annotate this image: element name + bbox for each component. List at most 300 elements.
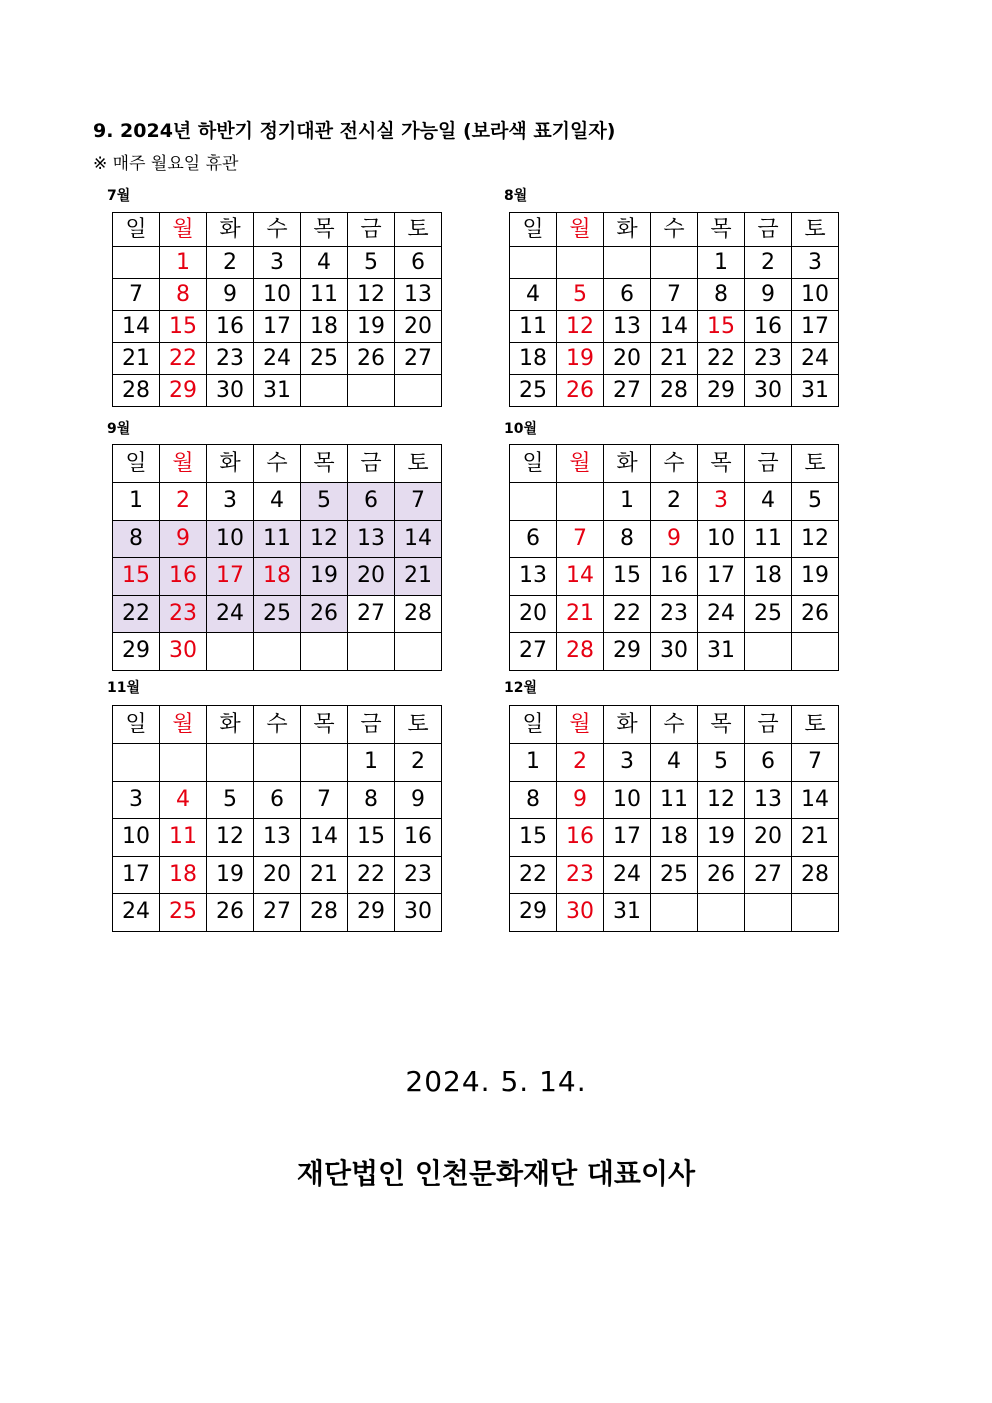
day-cell: 25 [510, 375, 557, 407]
day-cell: 25 [160, 894, 207, 932]
empty-cell [207, 744, 254, 782]
day-cell: 28 [113, 375, 160, 407]
day-cell: 22 [113, 595, 160, 633]
day-cell: 25 [301, 343, 348, 375]
weekday-header: 금 [348, 706, 395, 744]
week-row [510, 781, 839, 819]
weekday-header: 금 [348, 213, 395, 247]
day-cell: 26 [557, 375, 604, 407]
day-cell: 9 [160, 520, 207, 558]
weekday-header: 수 [651, 445, 698, 483]
day-cell: 17 [207, 558, 254, 596]
day-cell: 4 [510, 279, 557, 311]
day-cell: 18 [160, 856, 207, 894]
day-cell: 3 [604, 744, 651, 782]
day-cell: 16 [207, 311, 254, 343]
month-label: 12월 [504, 680, 538, 696]
day-cell: 23 [395, 856, 442, 894]
day-cell: 21 [651, 343, 698, 375]
day-cell: 15 [348, 819, 395, 857]
day-cell: 4 [160, 781, 207, 819]
month-label: 11월 [107, 680, 141, 696]
week-row [510, 819, 839, 857]
day-cell: 1 [160, 247, 207, 279]
empty-cell [604, 247, 651, 279]
weekday-header: 수 [254, 213, 301, 247]
weekday-header: 일 [510, 445, 557, 483]
day-cell: 24 [792, 343, 839, 375]
weekday-header: 화 [207, 445, 254, 483]
empty-cell [395, 375, 442, 407]
empty-cell [348, 633, 395, 671]
day-cell: 20 [254, 856, 301, 894]
weekday-header: 금 [348, 445, 395, 483]
day-cell: 15 [604, 558, 651, 596]
day-cell: 27 [395, 343, 442, 375]
signer-name: 재단법인 인천문화재단 대표이사 [296, 1157, 696, 1190]
day-cell: 5 [792, 483, 839, 521]
weekday-header: 화 [207, 706, 254, 744]
weekday-header: 월 [160, 445, 207, 483]
weekday-header: 토 [792, 706, 839, 744]
day-cell: 9 [745, 279, 792, 311]
day-cell: 8 [160, 279, 207, 311]
day-cell: 8 [698, 279, 745, 311]
day-cell: 28 [792, 856, 839, 894]
day-cell: 14 [301, 819, 348, 857]
day-cell: 18 [301, 311, 348, 343]
day-cell: 7 [792, 744, 839, 782]
day-cell: 14 [113, 311, 160, 343]
month-calendar [112, 444, 442, 671]
day-cell: 20 [510, 595, 557, 633]
weekday-header: 토 [395, 706, 442, 744]
day-cell: 27 [348, 595, 395, 633]
day-cell: 19 [301, 558, 348, 596]
day-cell: 17 [792, 311, 839, 343]
day-cell: 11 [160, 819, 207, 857]
day-cell: 10 [113, 819, 160, 857]
day-cell: 15 [113, 558, 160, 596]
day-cell: 24 [113, 894, 160, 932]
day-cell: 30 [395, 894, 442, 932]
day-cell: 7 [113, 279, 160, 311]
day-cell: 18 [651, 819, 698, 857]
day-cell: 27 [745, 856, 792, 894]
day-cell: 7 [395, 483, 442, 521]
day-cell: 20 [604, 343, 651, 375]
day-cell: 22 [698, 343, 745, 375]
empty-cell [792, 894, 839, 932]
day-cell: 29 [348, 894, 395, 932]
day-cell: 28 [557, 633, 604, 671]
day-cell: 6 [348, 483, 395, 521]
weekday-header: 토 [395, 213, 442, 247]
day-cell: 26 [301, 595, 348, 633]
empty-cell [745, 894, 792, 932]
day-cell: 29 [604, 633, 651, 671]
empty-cell [207, 633, 254, 671]
day-cell: 26 [698, 856, 745, 894]
week-row [510, 375, 839, 407]
day-cell: 5 [698, 744, 745, 782]
day-cell: 6 [254, 781, 301, 819]
empty-cell [395, 633, 442, 671]
day-cell: 5 [207, 781, 254, 819]
day-cell: 30 [745, 375, 792, 407]
empty-cell [254, 744, 301, 782]
weekday-header: 목 [301, 706, 348, 744]
day-cell: 29 [113, 633, 160, 671]
day-cell: 31 [792, 375, 839, 407]
day-cell: 24 [698, 595, 745, 633]
empty-cell [557, 247, 604, 279]
week-row [510, 894, 839, 932]
month-label: 9월 [107, 421, 131, 437]
empty-cell [792, 633, 839, 671]
day-cell: 4 [254, 483, 301, 521]
empty-cell [698, 894, 745, 932]
day-cell: 19 [348, 311, 395, 343]
day-cell: 11 [254, 520, 301, 558]
day-cell: 9 [395, 781, 442, 819]
weekday-header: 화 [604, 706, 651, 744]
empty-cell [301, 633, 348, 671]
empty-cell [113, 247, 160, 279]
day-cell: 12 [792, 520, 839, 558]
week-row [510, 633, 839, 671]
week-row [113, 279, 442, 311]
weekday-header-row [510, 213, 839, 247]
day-cell: 9 [207, 279, 254, 311]
day-cell: 8 [604, 520, 651, 558]
day-cell: 21 [792, 819, 839, 857]
weekday-header-row [113, 445, 442, 483]
empty-cell [745, 633, 792, 671]
day-cell: 16 [395, 819, 442, 857]
week-row [510, 595, 839, 633]
weekday-header: 목 [698, 706, 745, 744]
day-cell: 9 [651, 520, 698, 558]
week-row [113, 894, 442, 932]
month-calendar [112, 705, 442, 932]
day-cell: 20 [395, 311, 442, 343]
empty-cell [113, 744, 160, 782]
day-cell: 22 [348, 856, 395, 894]
day-cell: 29 [510, 894, 557, 932]
day-cell: 11 [301, 279, 348, 311]
day-cell: 27 [604, 375, 651, 407]
day-cell: 3 [698, 483, 745, 521]
day-cell: 18 [254, 558, 301, 596]
day-cell: 5 [301, 483, 348, 521]
weekday-header: 금 [745, 213, 792, 247]
week-row [510, 311, 839, 343]
day-cell: 6 [604, 279, 651, 311]
weekday-header: 일 [113, 213, 160, 247]
day-cell: 23 [651, 595, 698, 633]
empty-cell [301, 375, 348, 407]
week-row [113, 311, 442, 343]
week-row [510, 558, 839, 596]
weekday-header: 화 [207, 213, 254, 247]
empty-cell [651, 894, 698, 932]
day-cell: 3 [207, 483, 254, 521]
day-cell: 11 [745, 520, 792, 558]
week-row [113, 483, 442, 521]
weekday-header: 금 [745, 445, 792, 483]
weekday-header: 수 [651, 706, 698, 744]
day-cell: 24 [604, 856, 651, 894]
weekday-header: 금 [745, 706, 792, 744]
day-cell: 17 [113, 856, 160, 894]
weekday-header: 월 [160, 706, 207, 744]
day-cell: 2 [207, 247, 254, 279]
day-cell: 31 [698, 633, 745, 671]
empty-cell [301, 744, 348, 782]
day-cell: 14 [792, 781, 839, 819]
week-row [113, 856, 442, 894]
empty-cell [557, 483, 604, 521]
day-cell: 1 [510, 744, 557, 782]
day-cell: 2 [745, 247, 792, 279]
day-cell: 13 [745, 781, 792, 819]
week-row [510, 279, 839, 311]
day-cell: 10 [792, 279, 839, 311]
month-calendar [509, 444, 839, 671]
week-row [510, 483, 839, 521]
day-cell: 7 [301, 781, 348, 819]
day-cell: 13 [254, 819, 301, 857]
month-label: 7월 [107, 188, 131, 204]
week-row [510, 856, 839, 894]
day-cell: 16 [557, 819, 604, 857]
day-cell: 26 [348, 343, 395, 375]
day-cell: 21 [557, 595, 604, 633]
day-cell: 17 [254, 311, 301, 343]
day-cell: 25 [651, 856, 698, 894]
weekday-header: 화 [604, 213, 651, 247]
day-cell: 4 [651, 744, 698, 782]
day-cell: 28 [651, 375, 698, 407]
day-cell: 1 [113, 483, 160, 521]
weekday-header: 월 [557, 706, 604, 744]
weekday-header: 목 [698, 445, 745, 483]
day-cell: 3 [254, 247, 301, 279]
weekday-header-row [113, 213, 442, 247]
day-cell: 1 [698, 247, 745, 279]
day-cell: 1 [348, 744, 395, 782]
day-cell: 8 [113, 520, 160, 558]
closure-note: ※ 매주 월요일 휴관 [93, 154, 239, 174]
month-calendar [509, 212, 839, 407]
day-cell: 23 [207, 343, 254, 375]
week-row [113, 520, 442, 558]
day-cell: 19 [207, 856, 254, 894]
day-cell: 23 [557, 856, 604, 894]
day-cell: 19 [792, 558, 839, 596]
weekday-header: 수 [254, 706, 301, 744]
day-cell: 4 [301, 247, 348, 279]
weekday-header-row [510, 445, 839, 483]
day-cell: 18 [510, 343, 557, 375]
day-cell: 12 [557, 311, 604, 343]
week-row [113, 744, 442, 782]
day-cell: 27 [510, 633, 557, 671]
day-cell: 16 [651, 558, 698, 596]
day-cell: 28 [301, 894, 348, 932]
day-cell: 30 [160, 633, 207, 671]
day-cell: 3 [792, 247, 839, 279]
day-cell: 13 [348, 520, 395, 558]
day-cell: 23 [745, 343, 792, 375]
day-cell: 14 [651, 311, 698, 343]
day-cell: 19 [698, 819, 745, 857]
week-row [113, 819, 442, 857]
day-cell: 10 [604, 781, 651, 819]
day-cell: 21 [113, 343, 160, 375]
day-cell: 15 [510, 819, 557, 857]
day-cell: 24 [254, 343, 301, 375]
day-cell: 30 [557, 894, 604, 932]
day-cell: 5 [348, 247, 395, 279]
day-cell: 10 [207, 520, 254, 558]
weekday-header: 토 [792, 213, 839, 247]
day-cell: 22 [510, 856, 557, 894]
day-cell: 30 [651, 633, 698, 671]
weekday-header: 목 [301, 445, 348, 483]
weekday-header: 수 [254, 445, 301, 483]
day-cell: 12 [698, 781, 745, 819]
week-row [510, 343, 839, 375]
empty-cell [348, 375, 395, 407]
day-cell: 13 [604, 311, 651, 343]
day-cell: 19 [557, 343, 604, 375]
day-cell: 20 [745, 819, 792, 857]
day-cell: 4 [745, 483, 792, 521]
month-calendar [112, 212, 442, 407]
week-row [113, 595, 442, 633]
month-calendar [509, 705, 839, 932]
day-cell: 13 [510, 558, 557, 596]
week-row [113, 247, 442, 279]
weekday-header: 일 [113, 445, 160, 483]
day-cell: 16 [160, 558, 207, 596]
day-cell: 16 [745, 311, 792, 343]
day-cell: 8 [348, 781, 395, 819]
day-cell: 22 [604, 595, 651, 633]
day-cell: 17 [604, 819, 651, 857]
day-cell: 14 [395, 520, 442, 558]
day-cell: 23 [160, 595, 207, 633]
day-cell: 7 [557, 520, 604, 558]
document-date: 2024. 5. 14. [405, 1065, 587, 1098]
day-cell: 2 [557, 744, 604, 782]
day-cell: 17 [698, 558, 745, 596]
day-cell: 15 [698, 311, 745, 343]
weekday-header: 화 [604, 445, 651, 483]
weekday-header-row [510, 706, 839, 744]
weekday-header: 토 [792, 445, 839, 483]
day-cell: 18 [745, 558, 792, 596]
day-cell: 7 [651, 279, 698, 311]
day-cell: 21 [301, 856, 348, 894]
day-cell: 5 [557, 279, 604, 311]
day-cell: 6 [510, 520, 557, 558]
day-cell: 20 [348, 558, 395, 596]
week-row [113, 375, 442, 407]
month-label: 10월 [504, 421, 538, 437]
day-cell: 8 [510, 781, 557, 819]
day-cell: 30 [207, 375, 254, 407]
day-cell: 10 [254, 279, 301, 311]
day-cell: 11 [510, 311, 557, 343]
day-cell: 13 [395, 279, 442, 311]
weekday-header: 월 [557, 213, 604, 247]
weekday-header: 목 [698, 213, 745, 247]
day-cell: 15 [160, 311, 207, 343]
weekday-header: 월 [160, 213, 207, 247]
day-cell: 2 [651, 483, 698, 521]
day-cell: 25 [254, 595, 301, 633]
empty-cell [651, 247, 698, 279]
weekday-header: 일 [510, 706, 557, 744]
day-cell: 24 [207, 595, 254, 633]
day-cell: 12 [301, 520, 348, 558]
week-row [113, 781, 442, 819]
week-row [113, 558, 442, 596]
empty-cell [254, 633, 301, 671]
week-row [510, 520, 839, 558]
month-label: 8월 [504, 188, 528, 204]
day-cell: 9 [557, 781, 604, 819]
day-cell: 22 [160, 343, 207, 375]
weekday-header: 토 [395, 445, 442, 483]
empty-cell [510, 483, 557, 521]
day-cell: 12 [207, 819, 254, 857]
day-cell: 1 [604, 483, 651, 521]
weekday-header: 목 [301, 213, 348, 247]
empty-cell [160, 744, 207, 782]
day-cell: 28 [395, 595, 442, 633]
day-cell: 31 [254, 375, 301, 407]
weekday-header-row [113, 706, 442, 744]
day-cell: 29 [160, 375, 207, 407]
day-cell: 2 [395, 744, 442, 782]
day-cell: 31 [604, 894, 651, 932]
weekday-header: 수 [651, 213, 698, 247]
day-cell: 11 [651, 781, 698, 819]
weekday-header: 일 [510, 213, 557, 247]
day-cell: 10 [698, 520, 745, 558]
week-row [113, 343, 442, 375]
day-cell: 29 [698, 375, 745, 407]
day-cell: 6 [745, 744, 792, 782]
day-cell: 12 [348, 279, 395, 311]
weekday-header: 일 [113, 706, 160, 744]
week-row [510, 247, 839, 279]
empty-cell [510, 247, 557, 279]
weekday-header: 월 [557, 445, 604, 483]
week-row [510, 744, 839, 782]
day-cell: 21 [395, 558, 442, 596]
day-cell: 25 [745, 595, 792, 633]
page-heading: 9. 2024년 하반기 정기대관 전시실 가능일 (보라색 표기일자) [93, 120, 616, 142]
week-row [113, 633, 442, 671]
day-cell: 14 [557, 558, 604, 596]
day-cell: 2 [160, 483, 207, 521]
day-cell: 26 [792, 595, 839, 633]
